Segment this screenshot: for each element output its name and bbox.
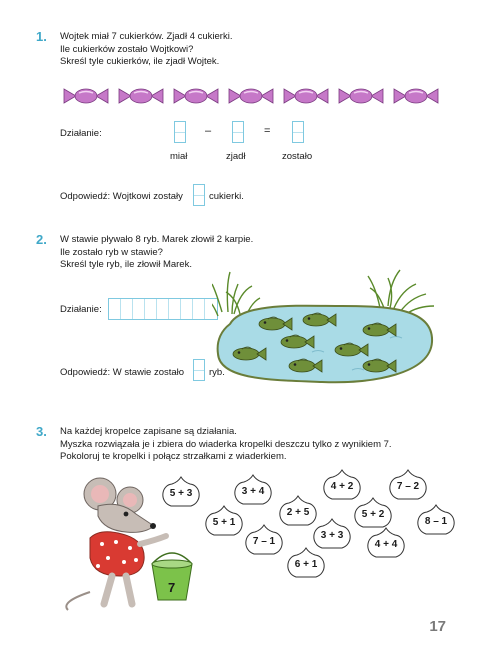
task-1-answer-text: Odpowiedź: Wojtkowi zostały [60, 191, 183, 202]
raindrop-label: 7 – 1 [252, 536, 276, 547]
candy-row [62, 86, 452, 106]
candy-icon[interactable] [392, 86, 440, 106]
raindrop-label: 5 + 3 [169, 488, 193, 499]
grid-cell[interactable] [145, 299, 157, 319]
raindrop-label: 4 + 2 [330, 481, 354, 492]
grid-cell[interactable] [133, 299, 145, 319]
task-1-operation-label: Działanie: [60, 128, 102, 139]
raindrop-label: 2 + 5 [286, 507, 310, 518]
caption-left: zostało [282, 151, 313, 162]
candy-icon[interactable] [117, 86, 165, 106]
grid-cell[interactable] [157, 299, 169, 319]
page-number: 17 [429, 618, 446, 635]
mouse-tail [66, 592, 90, 610]
task-1-text [60, 31, 232, 69]
minus-sign: – [205, 125, 212, 137]
raindrop[interactable] [282, 547, 330, 579]
raindrop-label: 5 + 1 [212, 517, 236, 528]
grid-cell[interactable] [193, 299, 205, 319]
raindrop-label: 6 + 1 [294, 559, 318, 570]
task-2-number: 2. [36, 232, 47, 247]
candy-icon[interactable] [172, 86, 220, 106]
task-3-text [60, 426, 392, 464]
answer-box-left[interactable] [292, 121, 304, 143]
task-1-answer-box[interactable] [193, 184, 205, 206]
task-2-operation-label: Działanie: [60, 304, 102, 315]
grid-cell[interactable] [181, 299, 193, 319]
raindrop[interactable] [349, 497, 397, 529]
mouse-shirt [90, 532, 144, 576]
task-2-answer-text: Odpowiedź: W stawie zostało [60, 367, 185, 378]
caption-ate: zjadł [226, 151, 246, 162]
candy-icon[interactable] [282, 86, 330, 106]
raindrop[interactable] [157, 476, 205, 508]
task-3-line-2: Myszka rozwiązała je i zbiera do wiaderka kropelki deszczu tylko z wynikiem 7. [60, 438, 392, 450]
raindrop-label: 4 + 4 [374, 539, 398, 550]
task-2-line-1: W stawie pływało 8 ryb. Marek złowił 2 karpie. [60, 234, 254, 245]
task-1-line-3: Skreśl tyle cukierków, ile zjadł Wojtek. [60, 56, 220, 67]
raindrop[interactable] [412, 504, 460, 536]
raindrop[interactable] [229, 474, 277, 506]
candy-icon[interactable] [62, 86, 110, 106]
raindrop-label: 3 + 4 [241, 486, 265, 497]
task-2-answer-suffix: ryb. [209, 367, 225, 378]
raindrop-label: 3 + 3 [320, 530, 344, 541]
operation-grid[interactable] [108, 298, 218, 320]
task-1-line-2: Ile cukierków zostało Wojtkowi? [60, 43, 194, 55]
raindrop[interactable] [308, 518, 356, 550]
task-2-line-2: Ile zostało ryb w stawie? [60, 246, 163, 258]
mouse-legs [104, 576, 132, 604]
raindrop-label: 8 – 1 [424, 516, 448, 527]
mouse-arm [140, 536, 166, 544]
task-2-line-3: Skreśl tyle ryb, ile złowił Marek. [60, 259, 192, 270]
task-3-line-3: Pokoloruj te kropelki i połącz strzałkami z wiaderkiem. [60, 451, 287, 462]
mouse-head [98, 504, 154, 532]
candy-icon[interactable] [227, 86, 275, 106]
caption-had: miał [170, 151, 188, 162]
bucket-label: 7 [168, 580, 176, 595]
grid-cell[interactable] [169, 299, 181, 319]
raindrop-label: 5 + 2 [361, 509, 385, 520]
pond-illustration [212, 262, 442, 392]
task-1-number: 1. [36, 29, 47, 44]
raindrop[interactable] [362, 527, 410, 559]
answer-box-ate[interactable] [232, 121, 244, 143]
task-3-line-1: Na każdej kropelce zapisane są działania. [60, 426, 237, 437]
task-1-answer-suffix: cukierki. [209, 191, 244, 202]
candy-icon[interactable] [337, 86, 385, 106]
equals-sign: = [264, 125, 271, 137]
grid-cell[interactable] [109, 299, 121, 319]
task-1-line-1: Wojtek miał 7 cukierków. Zjadł 4 cukierki. [60, 31, 233, 42]
raindrop-label: 7 – 2 [396, 481, 420, 492]
task-2-answer-box[interactable] [193, 359, 205, 381]
raindrop[interactable] [240, 524, 288, 556]
answer-box-had[interactable] [174, 121, 186, 143]
task-3-number: 3. [36, 424, 47, 439]
grid-cell[interactable] [121, 299, 133, 319]
